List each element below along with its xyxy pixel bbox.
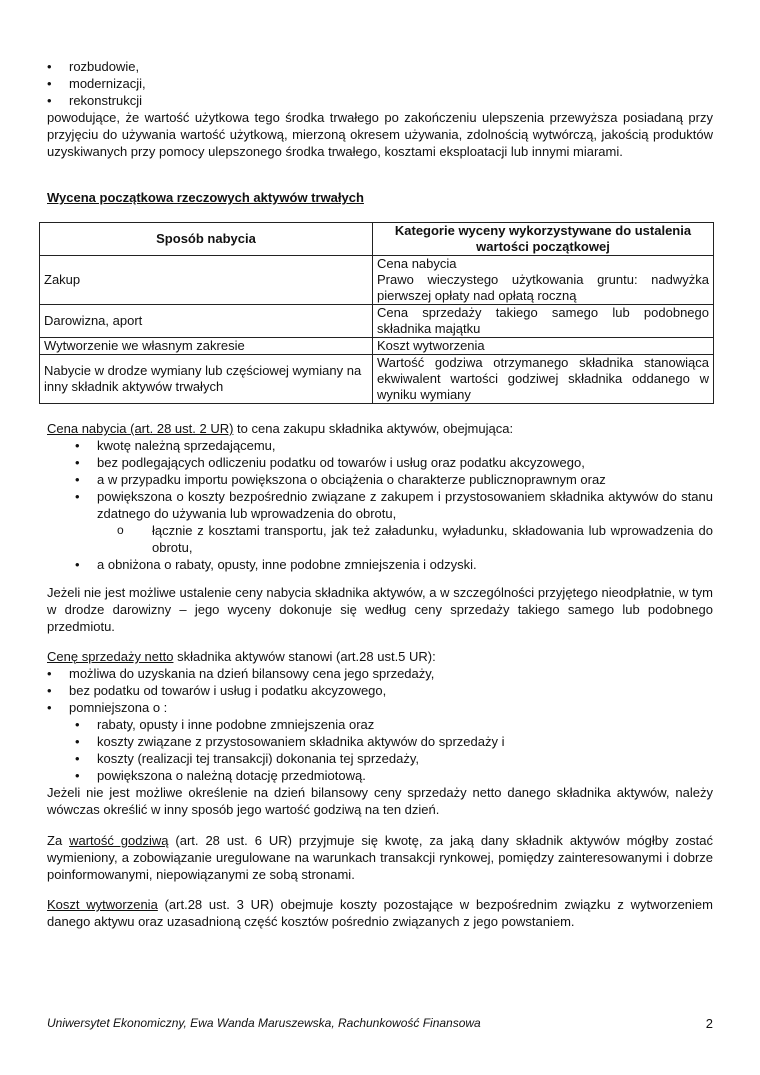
list-item: • modernizacji, bbox=[47, 75, 713, 92]
cena-nabycia-lead: to cena zakupu składnika aktywów, obejmująca: bbox=[233, 421, 514, 436]
table-row bbox=[40, 355, 714, 404]
wartosc-godziwa-paragraph bbox=[47, 832, 713, 883]
wartosc-godziwa-rest: (art. 28 ust. 6 UR) przyjmuje się kwotę, za jaką dany składnik aktywów mógłby zostać wymieniony, a zobowiązanie uregulowane na warunkach transakcji rynkowej, pomiędzy zainteresowanymi i dobrze poinformowanymi, niepowiązanymi ze sobą stronami. bbox=[47, 833, 713, 882]
table-row bbox=[40, 305, 714, 338]
table-cell-categories: Koszt wytworzenia bbox=[373, 338, 714, 355]
cena-nabycia-list-last bbox=[47, 556, 713, 573]
list-item: • rabaty, opusty i inne podobne zmniejszenia oraz bbox=[47, 716, 713, 733]
intro-list bbox=[47, 58, 713, 109]
list-item: • koszty (realizacji tej transakcji) dokonania tej sprzedaży, bbox=[47, 750, 713, 767]
list-item: • koszty związane z przystosowaniem składnika aktywów do sprzedaży i bbox=[47, 733, 713, 750]
cena-sprzedazy-term: Cenę sprzedaży netto bbox=[47, 649, 174, 664]
table-cell-categories: Wartość godziwa otrzymanego składnika stanowiąca ekwiwalent wartości godziwej składnika oddanego w wyniku wymiany bbox=[373, 355, 714, 404]
table-cell-categories bbox=[373, 256, 714, 305]
table-row bbox=[40, 338, 714, 355]
cena-sprzedazy-section bbox=[47, 648, 713, 818]
table-cell-line: Prawo wieczystego użytkowania gruntu: nadwyżka pierwszej opłaty nad opłatą roczną bbox=[377, 272, 709, 303]
table-cell-method: Nabycie w drodze wymiany lub częściowej wymiany na inny składnik aktywów trwałych bbox=[40, 355, 373, 404]
koszt-wytworzenia-term: Koszt wytworzenia bbox=[47, 897, 158, 912]
table-cell-method: Zakup bbox=[40, 256, 373, 305]
list-item: • możliwa do uzyskania na dzień bilansowy cena jego sprzedaży, bbox=[47, 665, 713, 682]
list-item: • a obniżona o rabaty, opusty, inne podobne zmniejszenia i odzyski. bbox=[47, 556, 713, 573]
wartosc-godziwa-prefix: Za bbox=[47, 833, 70, 848]
cena-nabycia-term: Cena nabycia (art. 28 ust. 2 UR) bbox=[47, 421, 234, 436]
cena-nabycia-list bbox=[47, 437, 713, 522]
table-row bbox=[40, 256, 714, 305]
intro-section bbox=[47, 58, 713, 160]
table-header-row bbox=[40, 223, 714, 256]
page-footer: Uniwersytet Ekonomiczny, Ewa Wanda Maruszewska, Rachunkowość Finansowa bbox=[47, 1016, 481, 1030]
page-number: 2 bbox=[705, 1016, 713, 1031]
section-heading: Wycena początkowa rzeczowych aktywów trwałych bbox=[47, 190, 364, 205]
wartosc-godziwa-term: wartość godziwą bbox=[69, 833, 169, 848]
valuation-table bbox=[39, 222, 714, 404]
list-item: • powiększona o koszty bezpośrednio związane z zakupem i przystosowaniem składnika aktywów do stanu zdatnego do używania lub wprowadzenia do obrotu, bbox=[47, 488, 713, 522]
list-item: • kwotę należną sprzedającemu, bbox=[47, 437, 713, 454]
list-item: • rozbudowie, bbox=[47, 58, 713, 75]
cena-sprzedazy-lead: składnika aktywów stanowi (art.28 ust.5 UR): bbox=[173, 649, 436, 664]
table-header-method: Sposób nabycia bbox=[40, 223, 373, 256]
table-cell-categories: Cena sprzedaży takiego samego lub podobnego składnika majątku bbox=[373, 305, 714, 338]
table-cell-method: Wytworzenie we własnym zakresie bbox=[40, 338, 373, 355]
list-item: • pomniejszona o : bbox=[47, 699, 713, 716]
list-item: o łącznie z kosztami transportu, jak też załadunku, wyładunku, składowania lub wprowadzenia do obrotu, bbox=[47, 522, 713, 556]
list-item: • powiększona o należną dotację przedmiotową. bbox=[47, 767, 713, 784]
cena-sprzedazy-sublist bbox=[47, 716, 713, 784]
cena-sprzedazy-lead-line bbox=[47, 648, 713, 665]
cena-nabycia-sublist bbox=[47, 522, 713, 556]
table-header-categories: Kategorie wyceny wykorzystywane do ustalenia wartości początkowej bbox=[373, 223, 714, 256]
cena-nabycia-section bbox=[47, 420, 713, 573]
cena-nabycia-lead-line bbox=[47, 420, 713, 437]
darowizna-paragraph: Jeżeli nie jest możliwe ustalenie ceny nabycia składnika aktywów, a w szczególności przyjętego nieodpłatnie, w tym w drodze darowizny – jego wyceny dokonuje się według ceny sprzedaży takiego samego lub podobnego przedmiotu. bbox=[47, 585, 713, 634]
list-item: • bez podatku od towarów i usług i podatku akcyzowego, bbox=[47, 682, 713, 699]
koszt-wytworzenia-rest: (art.28 ust. 3 UR) obejmuje koszty pozostające w bezpośrednim związku z wytworzeniem danego aktywu oraz uzasadnioną część kosztów pośrednio związanych z jego powstaniem. bbox=[47, 897, 713, 929]
cena-sprzedazy-list bbox=[47, 665, 713, 716]
table-cell-line: Cena nabycia bbox=[377, 256, 457, 271]
cena-sprzedazy-closing: Jeżeli nie jest możliwe określenie na dzień bilansowy ceny sprzedaży netto danego składnika aktywów, należy wówczas określić w inny sposób jego wartość godziwą na ten dzień. bbox=[47, 785, 713, 817]
list-item: • bez podlegających odliczeniu podatku od towarów i usług oraz podatku akcyzowego, bbox=[47, 454, 713, 471]
list-item: • a w przypadku importu powiększona o obciążenia o charakterze publicznoprawnym oraz bbox=[47, 471, 713, 488]
intro-paragraph: powodujące, że wartość użytkowa tego środka trwałego po zakończeniu ulepszenia przewyższa posiadaną przy przyjęciu do używania wartość użytkową, mierzoną okresem używania, zdolnością wytwórczą, jakością produktów uzyskiwanych przy pomocy ulepszonego środka trwałego, kosztami eksploatacji lub innymi miarami. bbox=[47, 110, 713, 159]
koszt-wytworzenia-paragraph bbox=[47, 896, 713, 930]
list-item: • rekonstrukcji bbox=[47, 92, 713, 109]
table-cell-method: Darowizna, aport bbox=[40, 305, 373, 338]
